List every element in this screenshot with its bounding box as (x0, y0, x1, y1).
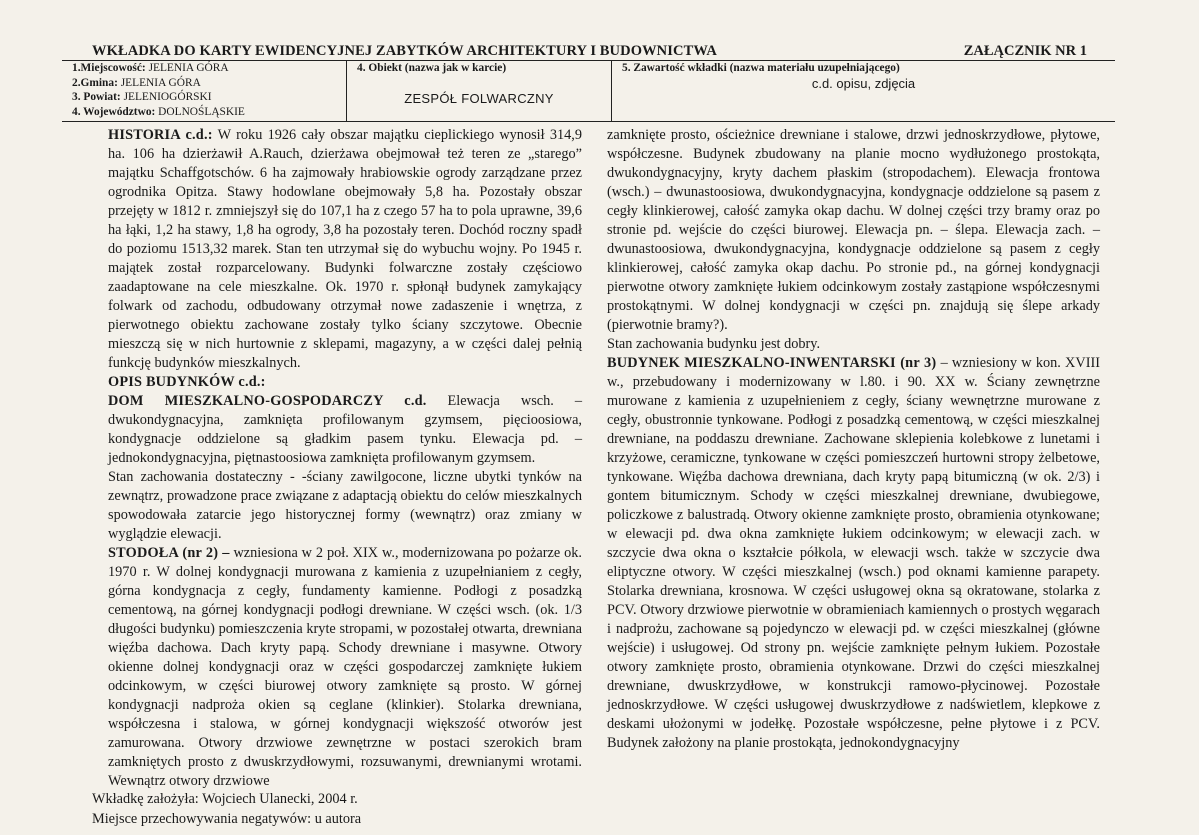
object-label: 4. Obiekt (nazwa jak w karcie) (357, 62, 507, 74)
author-line: Wkładkę założyła: Wojciech Ulanecki, 2004 r. (92, 791, 358, 807)
residential-building-text: – wzniesiony w kon. XVIII w., przebudowany i modernizowany w l.80. i 90. XX w. Ściany zewnętrzne murowane z kamienia z uzupełnieniem z cegły, ściany wewnętrzne murowane z cegły, obustronnie tynkowane. Podłogi z posadzką cementową, w części mieszkalnej drewniane, na poddaszu drewniane. Zachowane sklepienia kolebkowe z lunetami i krzyżowe, ceramiczne, tynkowane w części pomieszczeń hurtowni stropy żelbetowe, tynkowane. Więźba dachowa drewniana, dach kryty papą bitumiczną (w ok. 2/3) i gontem bitumicznym. Schody w części mieszkalnej drewniane, dwubiegowe, policzkowe z balustradą. Otwory okienne zamknięte prosto, obramienia otynkowane; w elewacji pd. dwa okna zamknięte łukiem odcinkowym; w elewacji zach. w szczycie dwa okna o kształcie półkola, w elewacji wsch. także w szczycie dwa eliptyczne otwory. W części mieszkalnej (wsch.) pod oknami kamienne parapety. Stolarka drewniana, krosnowa. W części usługowej okna są okratowane, stolarka z PCV. Otwory drzwiowe pierwotnie w obramieniach kamiennych o prostych węgarach i nadprożu, zachowane są pojedynczo w elewacji pd. w części mieszkalnej (główne wejście) i usługowej. Od strony pn. wejście zamknięte pełnym łukiem. Pozostałe otwory zamknięte prosto, obramienia otynkowane. Drzwi do części mieszkalnej drewniane, dwuskrzydłowe, w konstrukcji ramowo-płycinowej. Pozostałe jednoskrzydłowe. W części usługowej dwuskrzydłowe z nadświetlem, klepkowe z deskami ułożonymi w jodełkę. Pozostałe współczesne, pełne płytowe i z PCV. Budynek założony na planie prostokąta, jednokondygnacyjny (607, 355, 1100, 751)
barn-heading: STODOŁA (nr 2) – (108, 545, 230, 561)
barn-text: wzniesiona w 2 poł. XIX w., modernizowana po pożarze ok. 1970 r. W dolnej kondygnacji murowana z kamienia z uzupełnianiem z cegły, górna kondygnacja z cegły, fundamenty kamienne. Podłogi z posadzką cementową, na górnej kondygnacji podłogi drewniane. W części wsch. (ok. 1/3 długości budynku) pomieszczenia kryte stropami, w pozostałej otwarta, drewniana więźba dachowa. Dach kryty papą. Schody drewniane i masywne. Otwory okienne dolnej kondygnacji oraz w części gospodarczej zamknięte łukiem odcinkowym, w części biurowej otwory zamknięte są prosto. W górnej kondygnacji nadproża okien są ceglane (klinkier). Stolarka drewniana, współczesna i stalowa, w górnej kondygnacji większość otworów jest zamurowana. Otwory drzwiowe zewnętrzne w postaci szerokich bram zamkniętych prosto z dwuskrzydłowymi, rozsuwanymi, drewnianymi wrotami. Wewnątrz otwory drzwiowe (108, 545, 582, 789)
voivodeship-label: 4. Województwo: (72, 105, 156, 118)
locality-row (62, 61, 346, 76)
house-heading: DOM MIESZKALNO-GOSPODARCZY c.d. (108, 393, 427, 409)
residential-building-paragraph (607, 354, 1100, 753)
buildings-heading-row (108, 373, 582, 392)
negatives-storage-line: Miejsce przechowywania negatywów: u autora (92, 811, 362, 827)
document-title: WKŁADKA DO KARTY EWIDENCYJNEJ ZABYTKÓW ARCHITEKTURY I BUDOWNICTWA (92, 43, 717, 59)
commune-value: JELENIA GÓRA (120, 76, 201, 89)
object-cell (347, 61, 612, 121)
district-row (62, 90, 346, 105)
metadata-table (62, 61, 1115, 122)
locality-label: 1.Miejscowość: (72, 62, 146, 74)
commune-label: 2.Gmina: (72, 76, 118, 89)
history-text: W roku 1926 cały obszar majątku cieplickiego wynosił 314,9 ha. 106 ha dzierżawił A.Rauch, dzierżawa obejmował też teren ze „starego” majątku Schaffgotschów. 6 ha zajmowały hrabiowskie ogrody zarządzane przez ogrodnika Opitza. Stawy hodowlane obejmowały 5,8 ha. Pozostały obszar przejęty w 1812 r. zmniejszył się do 107,1 ha z czego 57 ha to pola uprawne, 39,6 ha łąki, 1,2 ha stawy, 1,8 ha ogrody, 3,8 ha pozostały teren. Dochód roczny spadł do poziomu 1513,32 marek. Stan ten utrzymał się do wybuchu wojny. Po 1945 r. majątek został rozparcelowany. Budynki folwarczne zostały częściowo zaadaptowane na cele mieszkalne. Ok. 1970 r. spłonął budynek zamykający folwark od zachodu, odbudowany otrzymał nowe zadaszenie i wnętrza, z pierwotnego obiektu zachowane zostały tylko ściany szczytowe. Obecnie mieszczą się w nich hurtownie z sklepami, magazyny, a w części dalej pełnią funkcję budynków mieszkalnych. (108, 127, 583, 371)
left-text-column (108, 126, 582, 791)
voivodeship-value: DOLNOŚLĄSKIE (158, 105, 245, 118)
buildings-heading: OPIS BUDYNKÓW c.d.: (108, 374, 266, 390)
barn-paragraph (108, 544, 582, 791)
annex-label: ZAŁĄCZNIK NR 1 (963, 43, 1087, 59)
barn-state-paragraph: Stan zachowania budynku jest dobry. (607, 336, 821, 352)
commune-row (62, 76, 346, 91)
content-value: c.d. opisu, zdjęcia (811, 76, 916, 91)
object-value: ZESPÓŁ FOLWARCZNY (404, 91, 554, 106)
content-label: 5. Zawartość wkładki (nazwa materiału uzupełniającego) (622, 62, 900, 74)
footer (92, 789, 361, 829)
residential-building-heading: BUDYNEK MIESZKALNO-INWENTARSKI (nr 3) (607, 355, 937, 371)
location-cell (62, 61, 347, 121)
house-paragraph (108, 392, 582, 468)
voivodeship-row (62, 105, 346, 120)
content-cell (612, 61, 1115, 121)
right-text-column (607, 126, 1100, 753)
house-state-paragraph: Stan zachowania dostateczny - -ściany zawilgocone, liczne ubytki tynków na zewnątrz, prowadzone prace związane z adaptacją obiektu do celów mieszkalnych spowodowała zatarcie jego historycznej formy (wewnątrz) oraz zmiany w wyglądzie elewacji. (108, 469, 582, 542)
district-label: 3. Powiat: (72, 91, 121, 103)
house-text: Elewacja wsch. – dwukondygnacyjna, zamknięta profilowanym gzymsem, pięcioosiowa, kondygnacje oddzielone są gładkim pasem tynku. Elewacja pd. – jednokondygnacyjna, piętnastoosiowa zamknięta profilowanym gzymsem. (108, 393, 582, 466)
history-paragraph (108, 126, 582, 373)
district-value: JELENIOGÓRSKI (123, 91, 212, 103)
locality-value: JELENIA GÓRA (148, 62, 229, 74)
history-heading: HISTORIA c.d.: (108, 127, 213, 143)
barn-continuation-paragraph: zamknięte prosto, ościeżnice drewniane i stalowe, drzwi jednoskrzydłowe, płytowe, współczesne. Budynek zbudowany na planie mocno wydłużonego prostokąta, dwukondygnacyjny, kryty dachem płaskim (stropodachem). Elewacja frontowa (wsch.) – dwunastoosiowa, dwukondygnacyjna, kondygnacje oddzielone są pasem z cegły klinkierowej, całość zamyka okap dachu. W dolnej części trzy bramy oraz po stronie pd. wejście do części biurowej. Elewacja pn. – ślepa. Elewacja zach. – dwunastoosiowa, dwukondygnacyjna, kondygnacje oddzielone są pasem z cegły klinkierowej, całość zamyka okap dachu. Po stronie pd., na górnej kondygnacji pierwotne otwory zamknięte łukiem odcinkowym zostały zastąpione współczesnymi prostokątnymi. W dolnej kondygnacji w części pn. znajdują się ślepe arkady (pierwotnie bramy?). (607, 127, 1100, 333)
